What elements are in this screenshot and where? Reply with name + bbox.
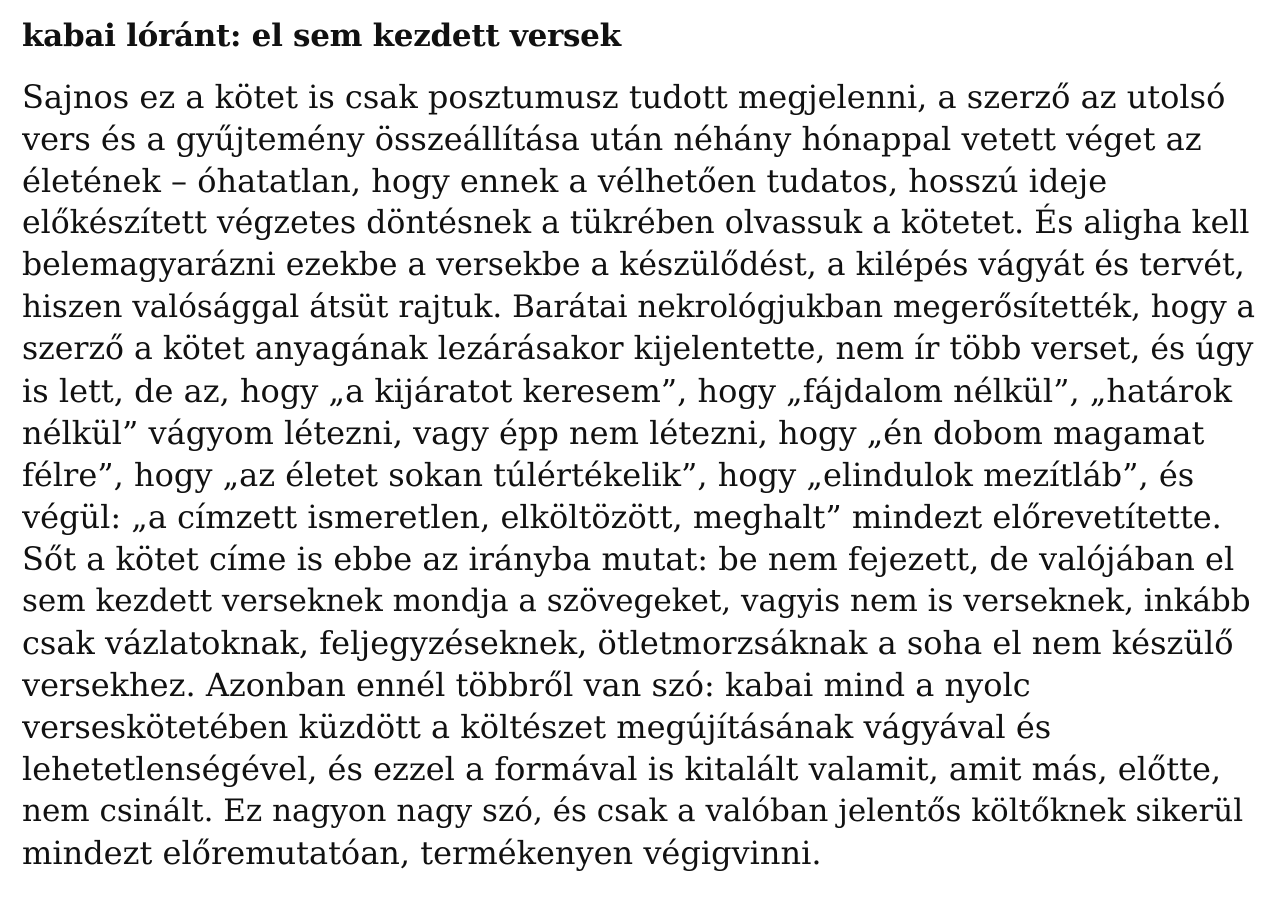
body-line: verseskötetében küzdött a költészet megújításának vágyával és bbox=[22, 708, 1052, 746]
body-line: hiszen valósággal átsüt rajtuk. Barátai nekrológjukban megerősítették, hogy a bbox=[22, 289, 1256, 325]
body-line: vers és a gyűjtemény összeállítása után néhány hónappal vetett véget az bbox=[22, 120, 1202, 158]
body-line: félre”, hogy „az életet sokan túlértékelik”, hogy „elindulok mezítláb”, és bbox=[22, 456, 1195, 494]
article-body bbox=[22, 76, 1260, 874]
article-title: kabai lóránt: el sem kezdett versek bbox=[22, 18, 621, 54]
body-line: életének – óhatatlan, hogy ennek a vélhetően tudatos, hosszú ideje bbox=[22, 162, 1108, 200]
body-line: sem kezdett verseknek mondja a szövegeket, vagyis nem is verseknek, inkább bbox=[22, 583, 1251, 619]
body-line: szerző a kötet anyagának lezárásakor kijelentette, nem ír több verset, és úgy bbox=[22, 331, 1254, 367]
body-line: is lett, de az, hogy „a kijáratot keresem”, hogy „fájdalom nélkül”, „határok bbox=[22, 372, 1232, 410]
body-line: lehetetlenségével, és ezzel a formával is kitalált valamit, amit más, előtte, bbox=[22, 750, 1222, 788]
body-line: végül: „a címzett ismeretlen, elköltözött, meghalt” mindezt előrevetítette. bbox=[22, 498, 1222, 536]
body-line: belemagyarázni ezekbe a versekbe a készülődést, a kilépés vágyát és tervét, bbox=[22, 247, 1245, 283]
body-line: Sőt a kötet címe is ebbe az irányba mutat: be nem fejezett, de valójában el bbox=[22, 540, 1235, 578]
body-line: mindezt előremutatóan, termékenyen végigvinni. bbox=[22, 834, 822, 872]
body-line: Sajnos ez a kötet is csak posztumusz tudott megjelenni, a szerző az utolsó bbox=[22, 78, 1226, 116]
body-line: nélkül” vágyom létezni, vagy épp nem létezni, hogy „én dobom magamat bbox=[22, 414, 1205, 452]
body-line: nem csinált. Ez nagyon nagy szó, és csak a valóban jelentős költőknek sikerül bbox=[22, 793, 1244, 829]
body-line: előkészített végzetes döntésnek a tükrében olvassuk a kötetet. És aligha kell bbox=[22, 205, 1250, 241]
body-line: csak vázlatoknak, feljegyzéseknek, ötletmorzsáknak a soha el nem készülő bbox=[22, 624, 1234, 662]
body-line: versekhez. Azonban ennél többről van szó: kabai mind a nyolc bbox=[22, 666, 1031, 704]
